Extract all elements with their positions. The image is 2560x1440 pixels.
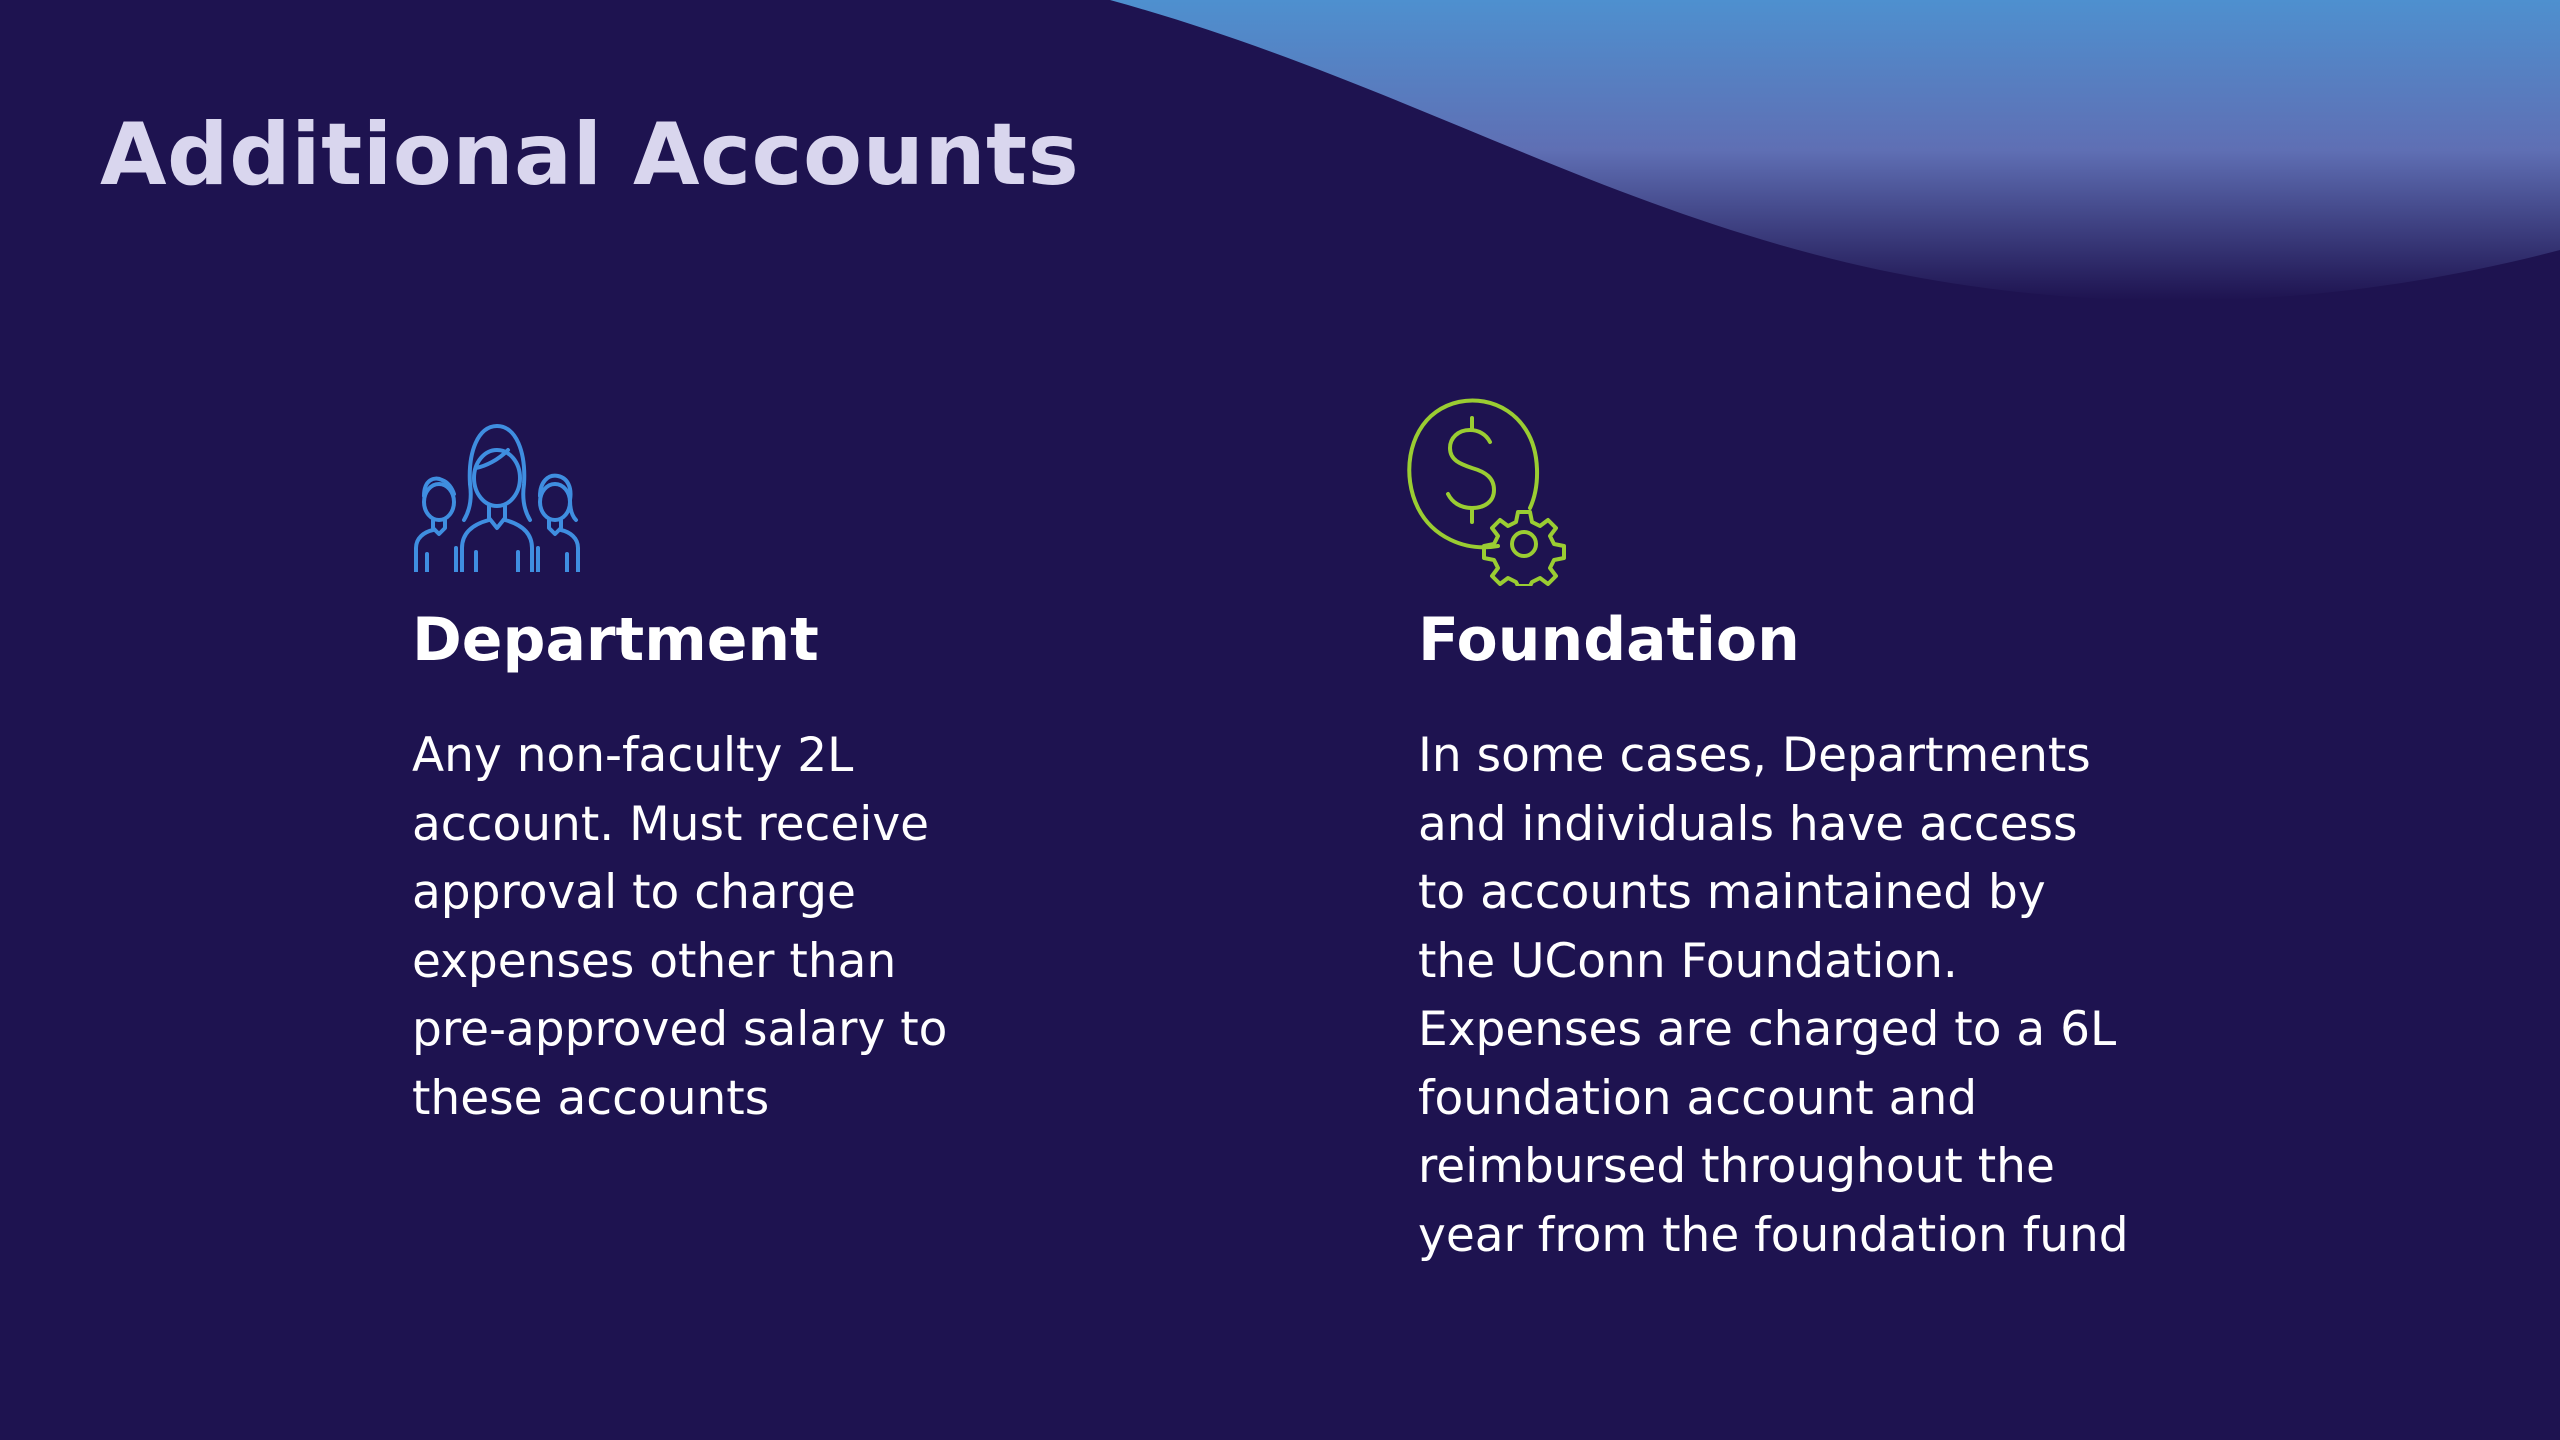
department-description <box>412 722 947 1133</box>
slide-title: Additional Accounts <box>100 105 1080 205</box>
description-line: In some cases, Departments <box>1418 728 2091 783</box>
description-line: to accounts maintained by <box>1418 865 2046 920</box>
description-line: pre-approved salary to <box>412 1002 948 1057</box>
foundation-heading: Foundation <box>1418 605 1800 675</box>
description-line: reimbursed throughout the <box>1418 1139 2055 1194</box>
foundation-description <box>1418 722 2129 1270</box>
description-line: these accounts <box>412 1070 770 1126</box>
description-line: expenses other than <box>412 933 897 989</box>
description-line: Any non-faculty 2L <box>412 728 854 783</box>
department-heading: Department <box>412 605 819 675</box>
description-line: approval to charge <box>412 865 856 920</box>
description-line: Expenses are charged to a 6L <box>1418 1002 2117 1057</box>
dollar-gear-icon <box>1402 390 1568 586</box>
description-line: the UConn Foundation. <box>1418 933 1958 989</box>
description-line: and individuals have access <box>1418 796 2078 852</box>
people-group-icon <box>412 424 582 572</box>
description-line: year from the foundation fund <box>1418 1207 2129 1263</box>
description-line: account. Must receive <box>412 796 930 852</box>
description-line: foundation account and <box>1418 1070 1978 1126</box>
